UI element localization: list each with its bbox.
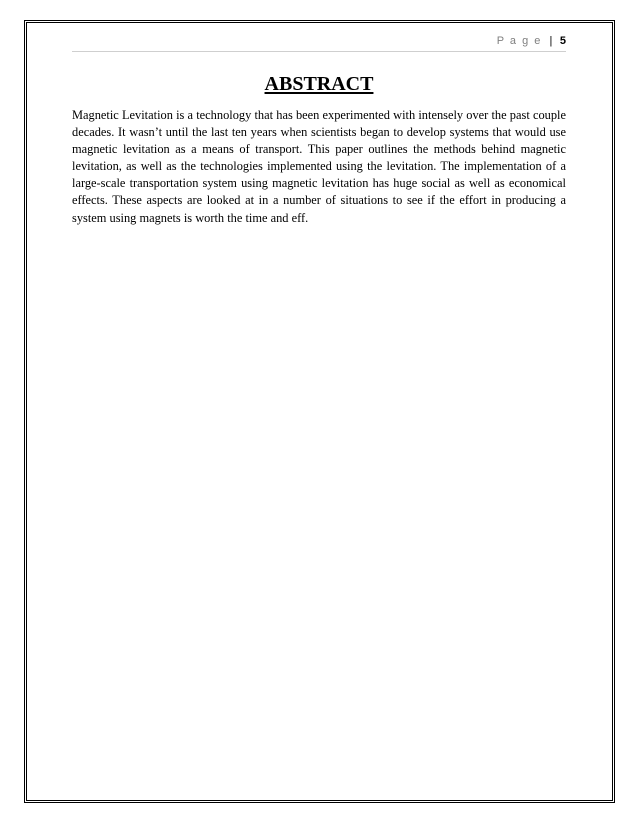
page-number-header	[497, 35, 566, 47]
page-separator: |	[549, 35, 553, 47]
page-number: 5	[559, 35, 566, 47]
header-rule	[72, 51, 566, 52]
document-title: ABSTRACT	[264, 73, 374, 95]
page-label: P a g e	[496, 35, 542, 47]
abstract-paragraph: Magnetic Levitation is a technology that has been experimented with intensely over the past couple decades. It wasn’t until the last ten years when scientists began to develop systems that would use magnetic levitation as a means of transport. This paper outlines the methods behind magnetic levitation, as well as the technologies implemented using the levitation. The implementation of a large-scale transportation system using magnetic levitation has huge social as well as economical effects. These aspects are looked at in a number of situations to see if the effort in producing a system using magnets is worth the time and eff.	[72, 108, 566, 225]
